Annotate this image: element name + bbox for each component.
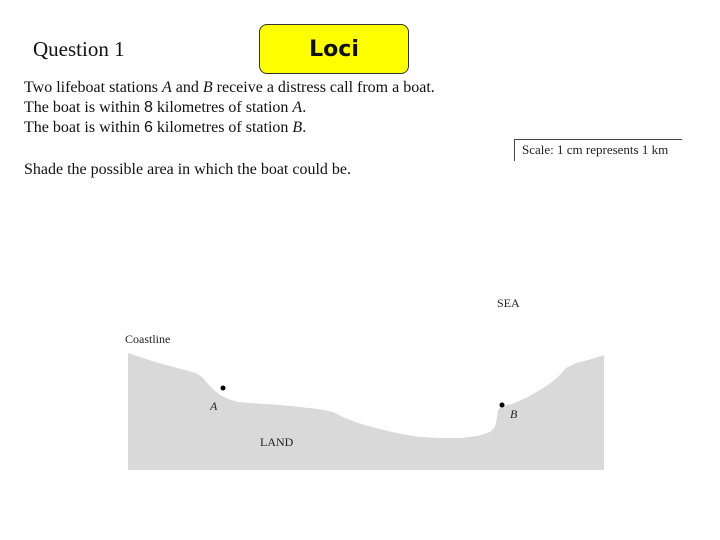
line1-station-b: B (202, 79, 213, 96)
line2-suffix: . (302, 99, 307, 116)
station-b-label: B (510, 407, 518, 421)
station-b-dot (500, 403, 505, 408)
line3-suffix: . (302, 119, 307, 136)
land-label: LAND (260, 435, 294, 449)
line2-distance: 8 (143, 99, 153, 116)
coastline-label: Coastline (125, 332, 171, 346)
scale-note: Scale: 1 cm represents 1 km (514, 139, 682, 161)
line3-station: B (292, 119, 303, 136)
line2-middle: kilometres of station (152, 99, 293, 116)
line1-suffix: receive a distress call from a boat. (212, 79, 435, 96)
line1-station-a: A (161, 79, 172, 96)
line2-prefix: The boat is within (24, 99, 144, 116)
line3-middle: kilometres of station (152, 119, 293, 136)
question-label: Question 1 (33, 37, 125, 61)
line1-middle: and (171, 79, 203, 96)
line3-prefix: The boat is within (24, 119, 144, 136)
problem-instruction: Shade the possible area in which the boat could be. (24, 161, 352, 178)
line2-station: A (292, 99, 303, 116)
station-a-dot (221, 386, 226, 391)
station-a-label: A (210, 399, 218, 413)
topic-label: Loci (309, 36, 359, 62)
sea-label: SEA (497, 296, 520, 310)
land-area (128, 353, 604, 470)
line3-distance: 6 (143, 119, 153, 136)
line1-prefix: Two lifeboat stations (24, 79, 162, 96)
